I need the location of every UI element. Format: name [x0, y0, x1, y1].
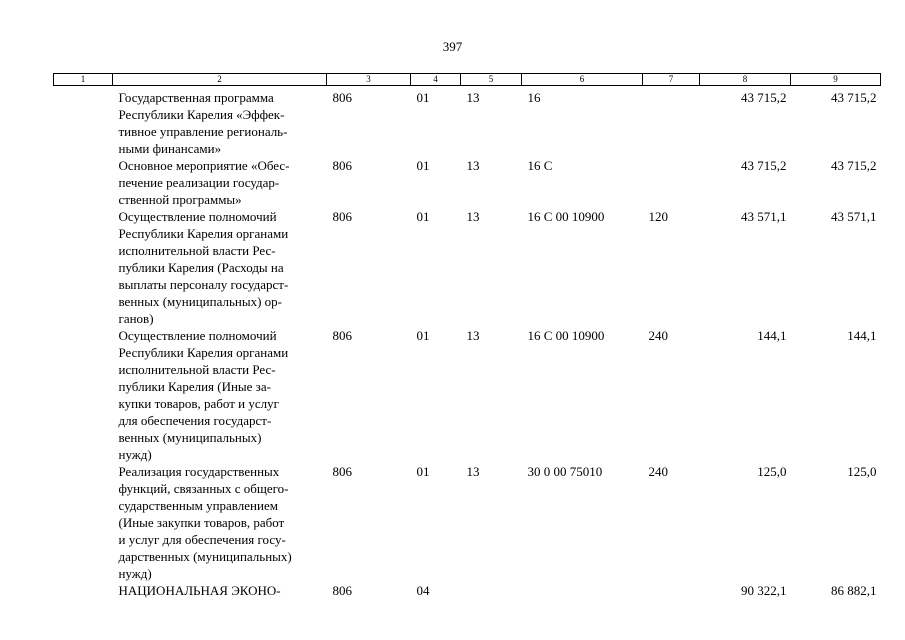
cell-section: 01: [416, 158, 430, 173]
cell-number: [54, 157, 113, 208]
table-body: [54, 86, 881, 600]
name-line: Республики Карелия органами: [118, 345, 289, 360]
name-line: НАЦИОНАЛЬНАЯ ЭКОНО-: [118, 583, 281, 598]
cell-section: 01: [416, 328, 430, 343]
name-line: дарственных (муниципальных): [118, 549, 292, 564]
name-line: и услуг для обеспечения госу-: [118, 532, 286, 547]
cell-expense-type: 240: [648, 328, 668, 343]
name-line: публики Карелия (Расходы на: [118, 260, 284, 275]
cell-section: 01: [416, 209, 430, 224]
name-line: Республики Карелия органами: [118, 226, 289, 241]
name-line: Осуществление полномочий: [118, 328, 277, 343]
column-header: 5: [461, 74, 522, 86]
name-line: Реализация государственных: [118, 464, 280, 479]
name-line: Государственная программа: [118, 90, 274, 105]
column-header: 8: [700, 74, 791, 86]
cell-target-article: 16: [527, 90, 541, 105]
cell-target-article: 16 С 00 10900: [527, 209, 605, 224]
cell-expense-type: 240: [648, 464, 668, 479]
name-line: функций, связанных с общего-: [118, 481, 289, 496]
table-row: [54, 582, 881, 599]
budget-table: [53, 73, 881, 599]
column-header: 6: [522, 74, 643, 86]
cell-ved: 806: [332, 209, 352, 224]
name-line: тивное управление региональ-: [118, 124, 288, 139]
table-row: [54, 86, 881, 158]
cell-ved: 806: [332, 158, 352, 173]
cell-sum-year-2: 144,1: [847, 328, 877, 343]
name-line: для обеспечения государст-: [118, 413, 272, 428]
cell-ved: 806: [332, 464, 352, 479]
column-header: 2: [113, 74, 327, 86]
name-line: Основное мероприятие «Обес-: [118, 158, 290, 173]
cell-target-article: 16 С 00 10900: [527, 328, 605, 343]
page-number: 397: [442, 39, 463, 54]
name-line: сударственным управлением: [118, 498, 278, 513]
cell-subsection: [461, 582, 522, 599]
table-row: [54, 463, 881, 582]
cell-sum-year-1: 43 571,1: [741, 209, 787, 224]
cell-name: [113, 327, 327, 463]
name-line: исполнительной власти Рес-: [118, 243, 276, 258]
column-header: 3: [327, 74, 411, 86]
cell-name: [113, 582, 327, 599]
name-line: публики Карелия (Иные за-: [118, 379, 271, 394]
cell-sum-year-2: 43 571,1: [831, 209, 877, 224]
cell-name: [113, 86, 327, 158]
cell-subsection: 13: [466, 464, 480, 479]
name-line: Осуществление полномочий: [118, 209, 277, 224]
table-row: [54, 157, 881, 208]
name-line: выплаты персоналу государст-: [118, 277, 289, 292]
name-line: исполнительной власти Рес-: [118, 362, 276, 377]
name-line: Республики Карелия «Эффек-: [118, 107, 285, 122]
name-line: купки товаров, работ и услуг: [118, 396, 279, 411]
column-header: 7: [643, 74, 700, 86]
cell-expense-type: 120: [648, 209, 668, 224]
cell-sum-year-2: 86 882,1: [831, 583, 877, 598]
cell-sum-year-2: 43 715,2: [831, 158, 877, 173]
cell-sum-year-1: 43 715,2: [741, 90, 787, 105]
cell-sum-year-1: 125,0: [757, 464, 787, 479]
name-line: венных (муниципальных) ор-: [118, 294, 282, 309]
cell-subsection: 13: [466, 209, 480, 224]
name-line: (Иные закупки товаров, работ: [118, 515, 285, 530]
cell-ved: 806: [332, 583, 352, 598]
cell-section: 01: [416, 464, 430, 479]
cell-section: 01: [416, 90, 430, 105]
table-row: [54, 327, 881, 463]
cell-number: [54, 463, 113, 582]
cell-number: [54, 86, 113, 158]
table-row: [54, 208, 881, 327]
table-header: [54, 74, 881, 86]
column-header: 9: [791, 74, 881, 86]
column-number-row: [54, 74, 881, 86]
name-line: печение реализации государ-: [118, 175, 280, 190]
cell-sum-year-2: 125,0: [847, 464, 877, 479]
cell-name: [113, 463, 327, 582]
cell-subsection: 13: [466, 90, 480, 105]
cell-expense-type: [643, 157, 700, 208]
cell-sum-year-1: 90 322,1: [741, 583, 787, 598]
name-line: ганов): [118, 311, 154, 326]
column-header: 1: [54, 74, 113, 86]
name-line: нужд): [118, 447, 152, 462]
cell-expense-type: [643, 582, 700, 599]
cell-sum-year-2: 43 715,2: [831, 90, 877, 105]
name-line: нужд): [118, 566, 152, 581]
cell-name: [113, 208, 327, 327]
column-header: 4: [411, 74, 461, 86]
cell-sum-year-1: 43 715,2: [741, 158, 787, 173]
cell-subsection: 13: [466, 328, 480, 343]
cell-ved: 806: [332, 90, 352, 105]
cell-expense-type: [643, 86, 700, 158]
cell-ved: 806: [332, 328, 352, 343]
cell-number: [54, 208, 113, 327]
cell-sum-year-1: 144,1: [757, 328, 787, 343]
cell-section: 04: [416, 583, 430, 598]
name-line: венных (муниципальных): [118, 430, 262, 445]
cell-name: [113, 157, 327, 208]
cell-target-article: 16 С: [527, 158, 553, 173]
name-line: ственной программы»: [118, 192, 242, 207]
name-line: ными финансами»: [118, 141, 222, 156]
cell-subsection: 13: [466, 158, 480, 173]
cell-number: [54, 327, 113, 463]
cell-target-article: [522, 582, 643, 599]
cell-number: [54, 582, 113, 599]
cell-target-article: 30 0 00 75010: [527, 464, 603, 479]
